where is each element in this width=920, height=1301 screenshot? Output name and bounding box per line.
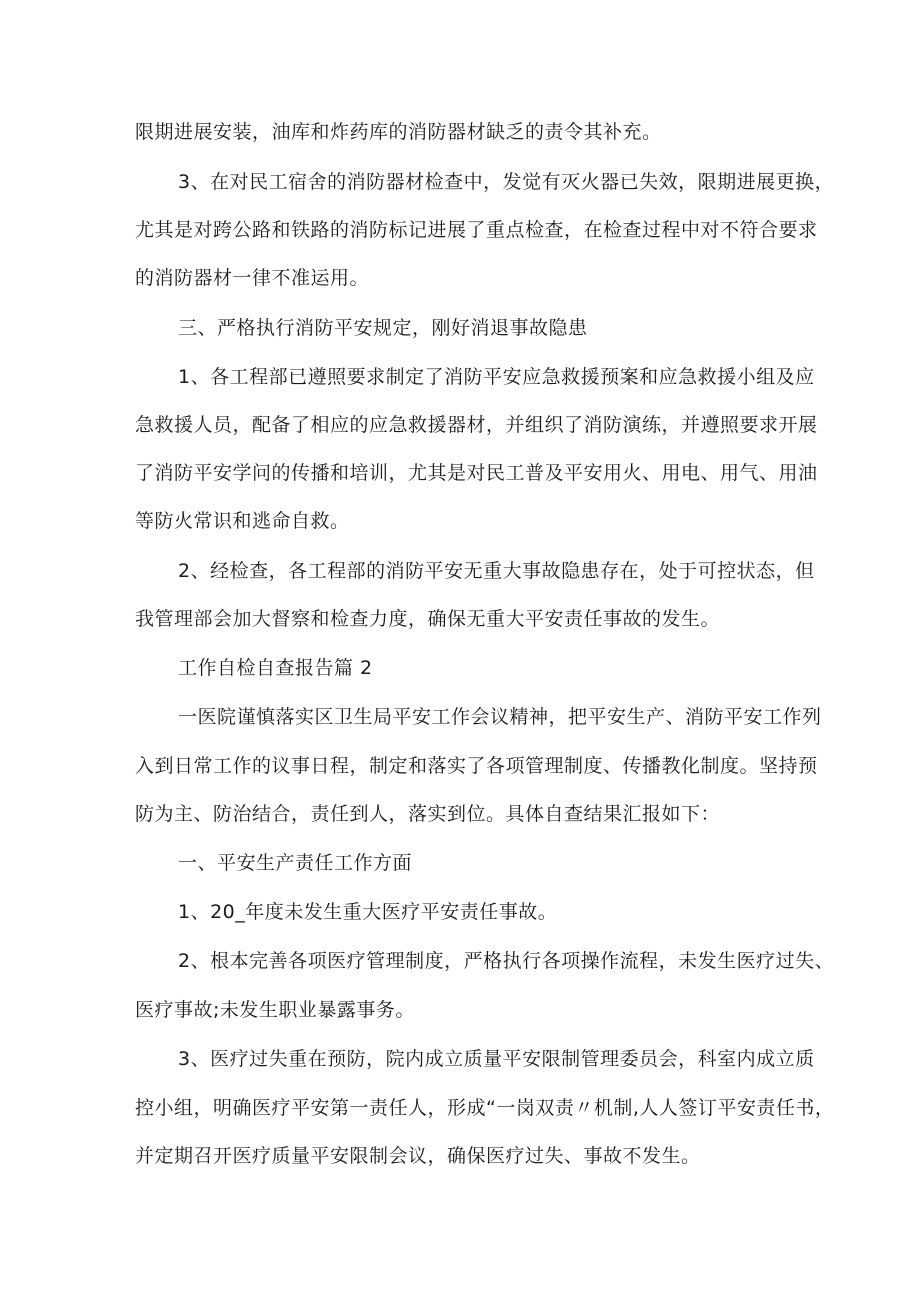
text-line: 1、20_年度未发生重大医疗平安责任事故。 — [178, 901, 558, 923]
text-line: 急救援人员，配备了相应的应急救援器材，并组织了消防演练，并遵照要求开展 — [135, 414, 818, 436]
text-line: 的消防器材一律不准运用。 — [135, 267, 370, 289]
text-line: 等防火常识和逃命自救。 — [135, 510, 350, 532]
text-line: 限期进展安装，油库和炸药库的消防器材缺乏的责令其补充。 — [135, 121, 662, 143]
text-line: 一医院谨慎落实区卫生局平安工作会议精神，把平安生产、消防平安工作列 — [178, 706, 822, 728]
text-line: 一、平安生产责任工作方面 — [178, 852, 413, 874]
text-line: 2、根本完善各项医疗管理制度，严格执行各项操作流程，未发生医疗过失、 — [178, 950, 835, 972]
text-line: 3、在对民工宿舍的消防器材检查中，发觉有灭火器已失效，限期进展更换， — [178, 171, 835, 193]
text-line: 并定期召开医疗质量平安限制会议，确保医疗过失、事故不发生。 — [135, 1145, 701, 1167]
text-line: 入到日常工作的议事日程，制定和落实了各项管理制度、传播教化制度。坚持预 — [135, 755, 818, 777]
text-line: 控小组，明确医疗平安第一责任人，形成“一岗双责〃机制,人人签订平安责任书， — [135, 1097, 835, 1119]
text-line: 2、经检查，各工程部的消防平安无重大事故隐患存在，处于可控状态，但 — [178, 560, 815, 582]
text-line: 我管理部会加大督察和检查力度，确保无重大平安责任事故的发生。 — [135, 608, 721, 630]
text-line: 医疗事故;未发生职业暴露事务。 — [135, 999, 415, 1021]
text-line: 了消防平安学问的传播和培训，尤其是对民工普及平安用火、用电、用气、用油 — [135, 462, 818, 484]
text-line: 3、医疗过失重在预防，院内成立质量平安限制管理委员会，科室内成立质 — [178, 1048, 815, 1070]
text-line: 工作自检自查报告篇 2 — [178, 657, 373, 679]
text-line: 1、各工程部已遵照要求制定了消防平安应急救援预案和应急救援小组及应 — [178, 366, 815, 388]
text-line: 尤其是对跨公路和铁路的消防标记进展了重点检查，在检查过程中对不符合要求 — [135, 219, 818, 241]
text-line: 三、严格执行消防平安规定，刚好消退事故隐患 — [178, 317, 588, 339]
text-line: 防为主、防治结合，责任到人，落实到位。具体自查结果汇报如下： — [135, 803, 721, 825]
